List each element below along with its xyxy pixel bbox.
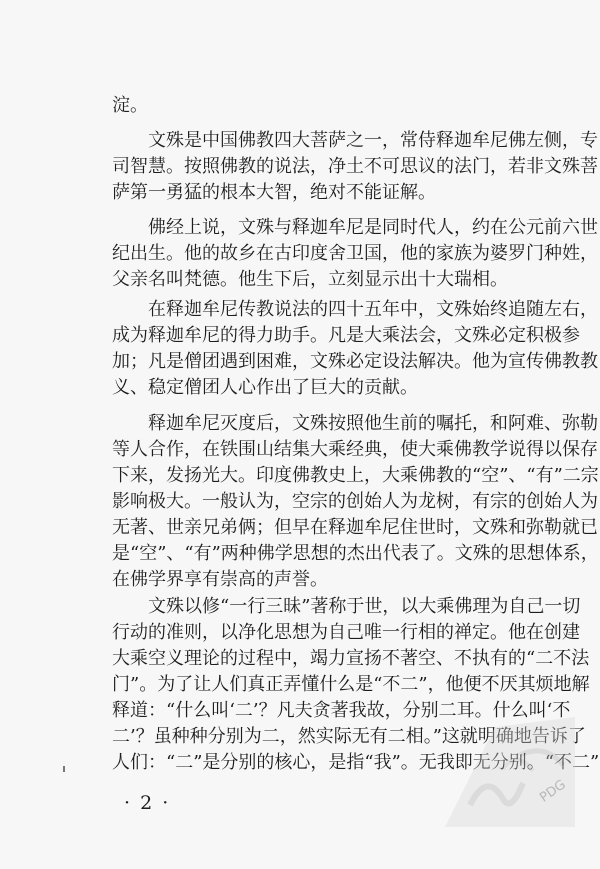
page-number: · 2 ·: [124, 792, 171, 814]
text-line: 等人合作，在铁围山结集大乘经典，使大乘佛教学说得以保存: [112, 439, 598, 460]
scan-mark: [63, 766, 65, 772]
text-line: 下来，发扬光大。印度佛教史上，大乘佛教的“空”、“有”二宗: [112, 465, 599, 486]
watermark-label: PDG: [537, 777, 569, 806]
text-line: 佛经上说，文殊与释迦牟尼是同时代人，约在公元前六世: [148, 217, 598, 238]
text-line: 影响极大。一般认为，空宗的创始人为龙树，有宗的创始人为: [112, 491, 598, 512]
text-line: 淀。: [112, 95, 148, 116]
text-line: 门”。为了让人们真正弄懂什么是“不二”，他便不厌其烦地解: [112, 674, 590, 695]
watermark-seal: [425, 707, 585, 837]
text-line: 在佛学界享有崇高的声誉。: [112, 569, 328, 590]
text-line: 二’？虽种种分别为二，然实际无有二相。”这就明确地告诉了: [112, 726, 586, 747]
text-line: 父亲名叫梵德。他生下后，立刻显示出十大瑞相。: [112, 269, 508, 290]
text-line: 行动的准则，以净化思想为自己唯一行相的禅定。他在创建: [112, 622, 580, 643]
text-line: 司智慧。按照佛教的说法，净土不可思议的法门，若非文殊菩: [112, 156, 598, 177]
text-line: 人们：“二”是分别的核心，是指“我”。无我即无分别。“不二”: [112, 752, 600, 773]
text-line: 纪出生。他的故乡在古印度舍卫国，他的家族为婆罗门种姓，: [112, 243, 598, 264]
text-line: 是“空”、“有”两种佛学思想的杰出代表了。文殊的思想体系，: [112, 543, 599, 564]
text-line: 义、稳定僧团人心作出了巨大的贡献。: [112, 377, 418, 398]
text-line: 文殊是中国佛教四大菩萨之一，常侍释迦牟尼佛左侧，专: [148, 130, 598, 151]
text-line: 无著、世亲兄弟俩；但早在释迦牟尼住世时，文殊和弥勒就已: [112, 517, 598, 538]
text-line: 加；凡是僧团遇到困难，文殊必定设法解决。他为宣传佛教教: [112, 351, 598, 372]
watermark-seal-icon: [425, 707, 585, 837]
text-line: 成为释迦牟尼的得力助手。凡是大乘法会，文殊必定积极参: [112, 325, 580, 346]
text-line: 释迦牟尼灭度后，文殊按照他生前的嘱托，和阿难、弥勒: [148, 413, 598, 434]
text-line: 释道：“什么叫‘二’？凡夫贪著我故，分别二耳。什么叫‘不: [112, 700, 571, 721]
text-line: 大乘空义理论的过程中，竭力宣扬不著空、不执有的“二不法: [112, 648, 590, 669]
text-line: 在释迦牟尼传教说法的四十五年中，文殊始终追随左右，: [148, 299, 598, 320]
text-line: 文殊以修“一行三昧”著称于世，以大乘佛理为自己一切: [148, 596, 581, 617]
text-line: 萨第一勇猛的根本大智，绝对不能证解。: [112, 182, 436, 203]
